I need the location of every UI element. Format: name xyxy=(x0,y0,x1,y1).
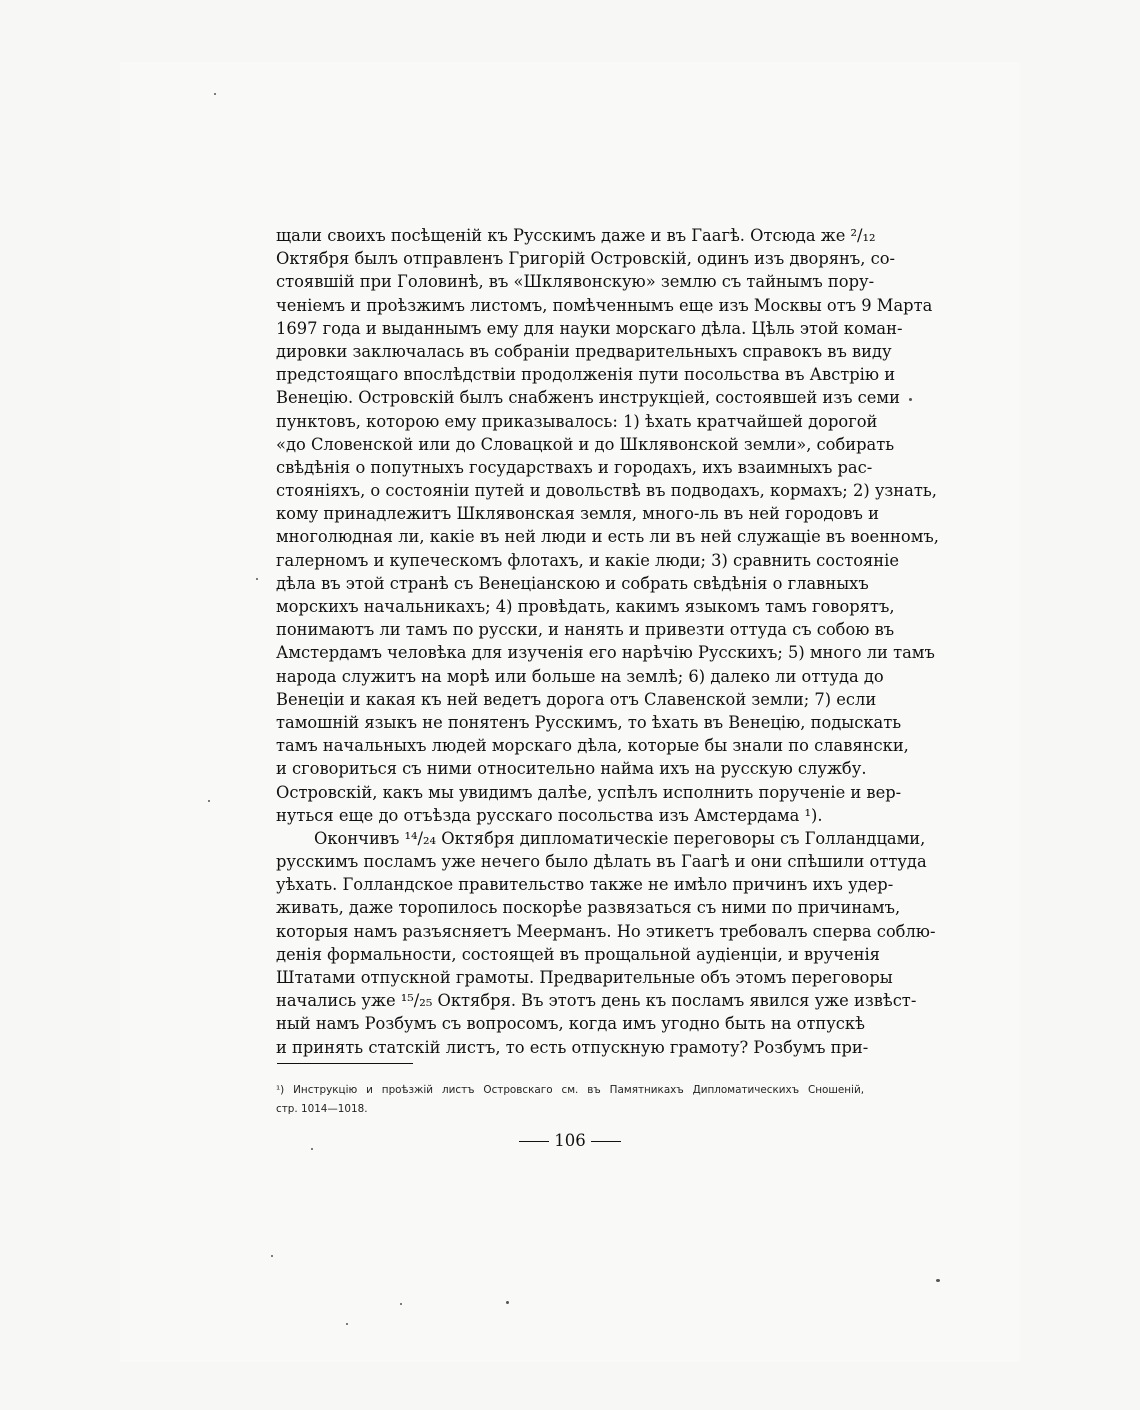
scan-speck xyxy=(208,800,210,802)
footnote-separator xyxy=(277,1063,413,1064)
text-line: нуться еще до отъѣзда русскаго посольства изъ Амстердама ¹). xyxy=(276,805,823,825)
text-line: денія формальности, состоящей въ прощальной аудіенціи, и врученія xyxy=(276,944,880,964)
text-line: русскимъ посламъ уже нечего было дѣлать въ Гаагѣ и они спѣшили оттуда xyxy=(276,852,927,872)
text-line: свѣдѣнія о попутныхъ государствахъ и городахъ, ихъ взаимныхъ рас- xyxy=(276,457,873,477)
text-line: Амстердамъ человѣка для изученія его нарѣчію Русскихъ; 5) много ли тамъ xyxy=(276,643,935,663)
page-number xyxy=(510,1128,630,1154)
text-line: уѣхать. Голландское правительство также не имѣло причинъ ихъ удер- xyxy=(276,875,894,895)
text-line: многолюдная ли, какіе въ ней люди и есть ли въ ней служащіе въ военномъ, xyxy=(276,527,939,547)
text-line: 1697 года и выданнымъ ему для науки морскаго дѣла. Цѣль этой коман- xyxy=(276,318,903,338)
text-line: предстоящаго впослѣдствіи продолженія пути посольства въ Австрію и xyxy=(276,365,896,385)
text-line: тамъ начальныхъ людей морскаго дѣла, которые бы знали по славянски, xyxy=(276,736,909,756)
main-text xyxy=(276,224,939,1059)
scan-speck xyxy=(400,1303,402,1305)
text-line: понимаютъ ли тамъ по русски, и нанять и привезти оттуда съ собою въ xyxy=(276,620,895,640)
text-line: галерномъ и купеческомъ флотахъ, и какіе люди; 3) сравнить состояніе xyxy=(276,550,899,570)
text-line: дѣла въ этой странѣ съ Венеціанскою и собрать свѣдѣнія о главныхъ xyxy=(276,573,869,593)
text-line: и принять статскій листъ, то есть отпускную грамоту? Розбумъ при- xyxy=(276,1037,869,1057)
text-line: Штатами отпускной грамоты. Предварительные объ этомъ переговоры xyxy=(276,968,893,987)
footnote-line: ¹) Инструкцію и проѣзжій листъ Островскаго см. въ Памятникахъ Дипломатическихъ Сношеній, xyxy=(276,1084,864,1096)
text-line: начались уже ¹⁵/₂₅ Октября. Въ этотъ день къ посламъ явился уже извѣст- xyxy=(276,991,917,1011)
text-line: которыя намъ разъясняетъ Меерманъ. Но этикетъ требовалъ сперва соблю- xyxy=(276,921,936,941)
text-line: ченіемъ и проѣзжимъ листомъ, помѣченнымъ еще изъ Москвы отъ 9 Марта xyxy=(276,295,933,315)
text-line: «до Словенской или до Словацкой и до Шклявонской земли», собирать xyxy=(276,434,895,454)
paragraph-first-line: Окончивъ ¹⁴/₂₄ Октября дипломатическіе переговоры съ Голландцами, xyxy=(314,828,926,848)
text-line: щали своихъ посѣщеній къ Русскимъ даже и въ Гаагѣ. Отсюда же ²/₁₂ xyxy=(276,226,876,245)
scan-speck xyxy=(256,578,258,580)
text-line: Венеціи и какая къ ней ведетъ дорога отъ Славенской земли; 7) если xyxy=(276,689,877,709)
text-line: Островскій, какъ мы увидимъ далѣе, успѣлъ исполнить порученіе и вер- xyxy=(276,782,902,802)
scan-speck xyxy=(506,1301,509,1304)
footnote-line: стр. 1014—1018. xyxy=(276,1103,368,1115)
text-line: Венецію. Островскій былъ снабженъ инструкціей, состоявшей изъ семи xyxy=(276,388,900,408)
scan-speck xyxy=(909,398,912,401)
text-line: ный намъ Розбумъ съ вопросомъ, когда имъ угодно быть на отпускѣ xyxy=(276,1014,865,1034)
text-line: Октября былъ отправленъ Григорій Островскій, одинъ изъ дворянъ, со- xyxy=(276,249,896,269)
page-number-text: 106 xyxy=(554,1131,586,1150)
scan-speck xyxy=(214,93,216,95)
text-line: кому принадлежитъ Шклявонская земля, много-ль въ ней городовъ и xyxy=(276,504,879,524)
text-line: стояніяхъ, о состояніи путей и довольствѣ въ подводахъ, кормахъ; 2) узнать, xyxy=(276,481,937,501)
scan-speck xyxy=(346,1323,348,1325)
scan-speck xyxy=(936,1279,940,1282)
text-line: стоявшій при Головинѣ, въ «Шклявонскую» землю съ тайнымъ пору- xyxy=(276,272,875,292)
scan-speck xyxy=(271,1255,273,1257)
footnote xyxy=(276,1081,864,1119)
text-line: морскихъ начальникахъ; 4) провѣдать, какимъ языкомъ тамъ говорятъ, xyxy=(276,597,895,616)
text-line: пунктовъ, которою ему приказывалось: 1) ѣхать кратчайшей дорогой xyxy=(276,411,878,431)
text-line: тамошній языкъ не понятенъ Русскимъ, то ѣхать въ Венецію, подыскать xyxy=(276,712,902,732)
text-line: дировки заключалась въ собраніи предварительныхъ справокъ въ виду xyxy=(276,341,892,361)
scan-speck xyxy=(311,1148,313,1150)
text-line: и сговориться съ ними относительно найма ихъ на русскую службу. xyxy=(276,759,867,779)
text-line: живать, даже торопилось поскорѣе развязаться съ ними по причинамъ, xyxy=(276,898,901,918)
text-line: народа служитъ на морѣ или больше на землѣ; 6) далеко ли оттуда до xyxy=(276,666,884,686)
